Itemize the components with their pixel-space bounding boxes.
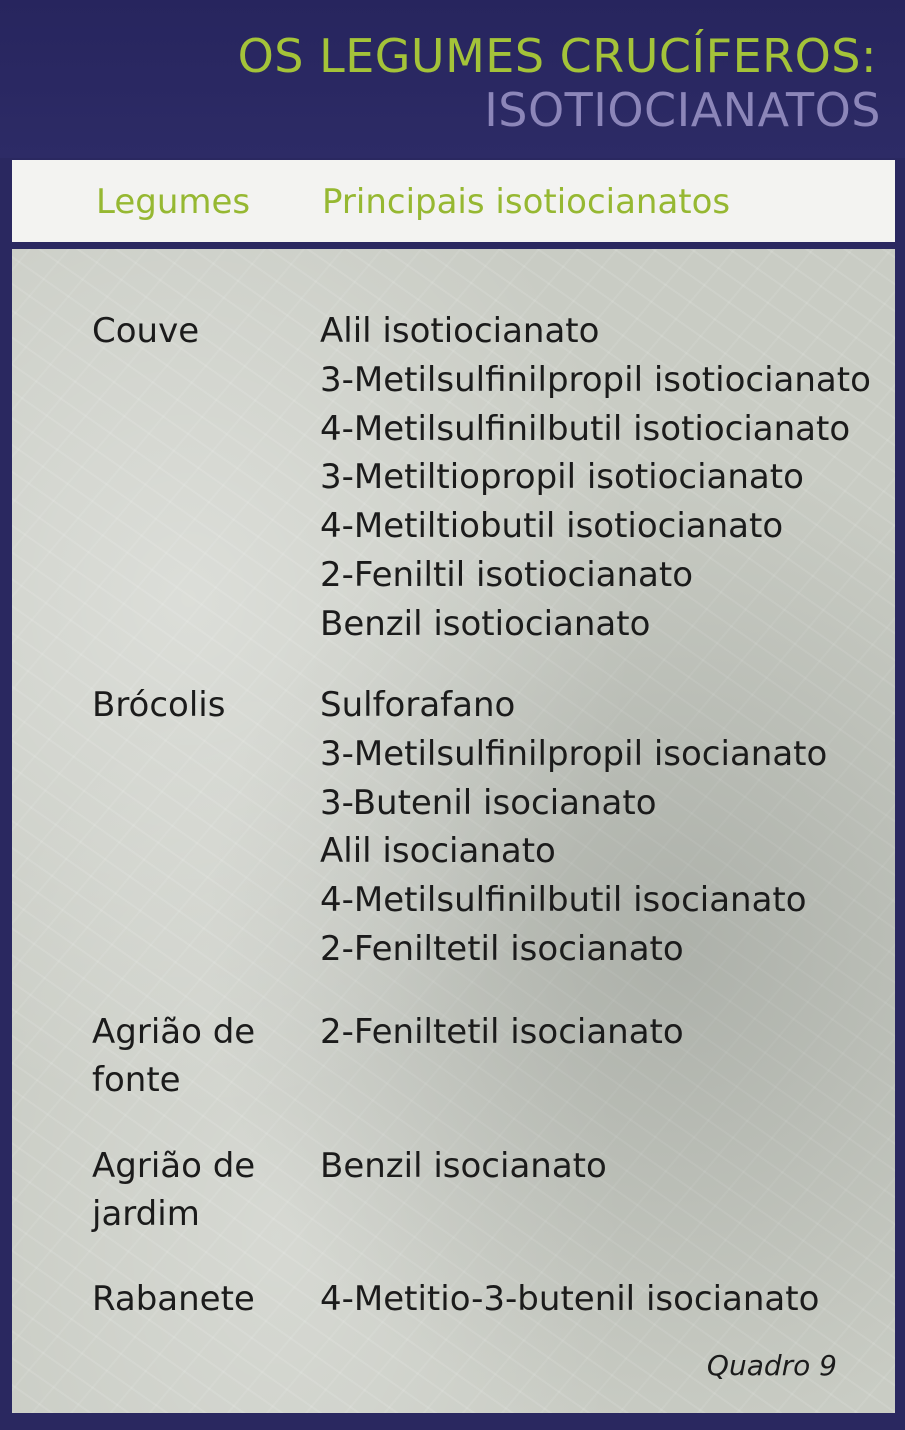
compound-item: Alil isocianato: [320, 831, 556, 872]
vegetable-name: Agrião de fonte: [92, 1012, 256, 1100]
compound-item: 3-Metilsulfinilpropil isocianato: [320, 733, 828, 774]
column-header-isothiocyanates: Principais isotiocianatos: [322, 182, 731, 222]
title-line-2: ISOTIOCIANATOS: [484, 83, 881, 137]
column-header-legumes: Legumes: [96, 182, 251, 222]
title-line-1: OS LEGUMES CRUCÍFEROS:: [237, 29, 877, 83]
compound-list: [320, 681, 827, 974]
compound-item: 2-Feniltetil isocianato: [320, 928, 684, 969]
vegetable-name: Rabanete: [92, 1279, 255, 1319]
compound-list: [320, 1142, 607, 1191]
compound-item: 3-Butenil isocianato: [320, 782, 657, 823]
column-header-row: [12, 160, 895, 242]
vegetable-name: Couve: [92, 311, 200, 351]
compound-item: 3-Metilsulfinilpropil isotiocianato: [320, 359, 871, 400]
compound-item: Benzil isocianato: [320, 1146, 607, 1186]
compound-list: [320, 307, 871, 649]
compound-item: 4-Metitio-3-butenil isocianato: [320, 1279, 820, 1319]
compound-item: Alil isotiocianato: [320, 311, 600, 351]
vegetable-name: Brócolis: [92, 685, 226, 725]
compound-item: 4-Metilsulfinilbutil isocianato: [320, 880, 807, 921]
compound-item: 4-Metiltiobutil isotiocianato: [320, 506, 784, 547]
compound-item: 3-Metiltiopropil isotiocianato: [320, 457, 804, 498]
compound-list: [320, 1275, 819, 1324]
compound-item: 2-Feniltil isotiocianato: [320, 554, 694, 595]
title-banner: [0, 0, 905, 158]
compound-item: 4-Metilsulfinilbutil isotiocianato: [320, 408, 851, 449]
vegetable-name: Agrião de jardim: [92, 1146, 256, 1234]
table-body: [12, 249, 895, 1413]
compound-item: 2-Feniltetil isocianato: [320, 1012, 684, 1052]
compound-item: Benzil isotiocianato: [320, 603, 651, 644]
compound-item: Sulforafano: [320, 685, 516, 725]
compound-list: [320, 1008, 684, 1057]
figure-label: Quadro 9: [706, 1349, 837, 1382]
